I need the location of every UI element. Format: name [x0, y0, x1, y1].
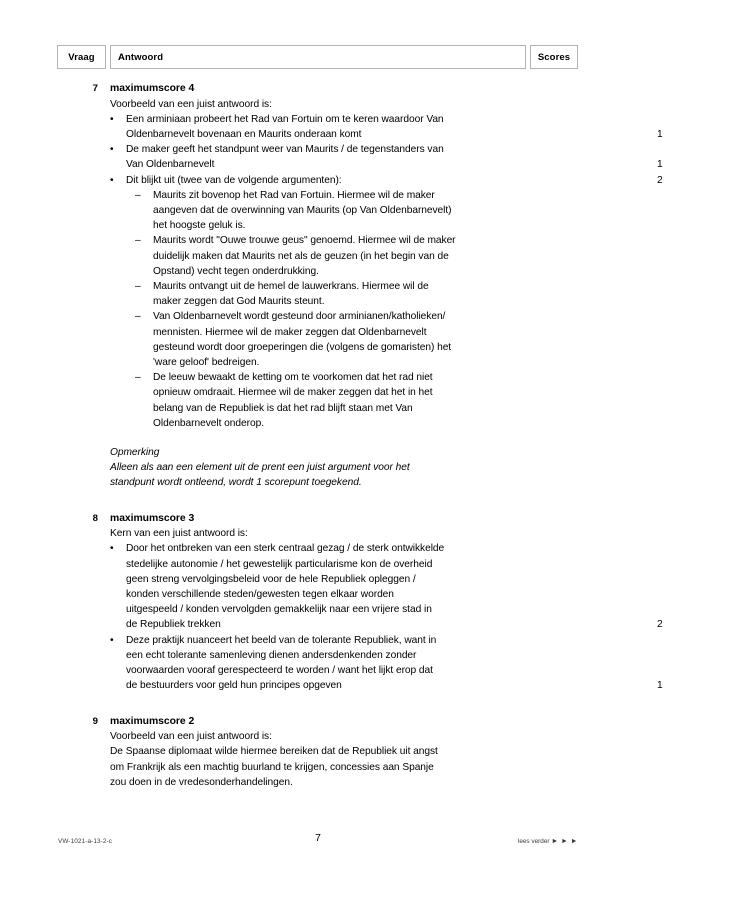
- question-lead-text: Voorbeeld van een juist antwoord is:: [110, 731, 272, 743]
- score-number: 2: [657, 619, 663, 631]
- text-line: de Republiek trekken: [126, 619, 221, 631]
- footer-page-number: 7: [315, 833, 321, 844]
- answer-bullet: [110, 173, 663, 188]
- text-line: Oldenbarnevelt bovenaan en Maurits onderaan komt: [126, 129, 362, 140]
- question-number: 9: [92, 715, 98, 727]
- text-line: Deze praktijk nuanceert het beeld van de tolerante Republiek, want in: [126, 634, 437, 646]
- text-line: Maurits wordt "Ouwe trouwe geus" genoemd. Hiermee wil de maker: [153, 235, 456, 247]
- triangle-right-icon: ► ► ►: [551, 838, 578, 845]
- remark-block: [110, 445, 538, 491]
- text-line: opnieuw omdraait. Hiermee wil de maker zeggen dat het in het: [153, 387, 433, 399]
- answer-paragraph: [110, 744, 538, 790]
- score-number: 1: [657, 159, 663, 171]
- text-line: uitgespeeld / konden vervolgden gemakkelijk naar een vrijere stad in: [126, 604, 432, 616]
- bullet-marker-icon: •: [110, 113, 114, 125]
- vertical-spacer: [0, 491, 636, 512]
- text-line: Maurits zit bovenop het Rad van Fortuin. Hiermee wil de maker: [153, 189, 435, 201]
- footer-continue-label: lees verder: [517, 838, 550, 845]
- text-line: aangeven dat de overwinning van Maurits (op Van Oldenbarnevelt): [153, 205, 452, 217]
- text-line: Alleen als aan een element uit de prent een juist argument voor het: [110, 462, 410, 474]
- text-line: standpunt wordt ontleend, wordt 1 scorepunt toegekend.: [110, 477, 362, 489]
- score-number: 1: [657, 128, 663, 140]
- answer-bullet: [110, 112, 663, 142]
- answer-bullet: [110, 142, 663, 172]
- text-line: het hoogste geluk is.: [153, 220, 246, 232]
- question-block-8: [0, 512, 663, 694]
- score-number: 2: [657, 174, 663, 186]
- text-line: om Frankrijk als een machtig buurland te krijgen, concessies aan Spanje: [110, 761, 434, 773]
- answer-subbullet: [135, 233, 533, 279]
- question-number: 8: [92, 512, 98, 524]
- answer-table-header: [57, 45, 578, 69]
- vertical-spacer: [0, 431, 636, 445]
- page-footer: [0, 833, 636, 852]
- text-line: gesteund wordt door groeperingen die (volgens de gomaristen) het: [153, 341, 452, 353]
- text-line: Van Oldenbarnevelt wordt gesteund door arminianen/katholieken/: [153, 311, 446, 323]
- column-header-scores: [530, 45, 578, 69]
- text-line: stedelijke autonomie / het gewestelijk particularisme kon de overheid: [126, 558, 433, 570]
- vertical-spacer: [0, 694, 636, 715]
- footer-exam-code: VW-1021-a-13-2-c: [58, 838, 113, 845]
- question-number: 7: [92, 83, 98, 94]
- text-line: Opstand) vecht tegen onderdrukking.: [153, 265, 319, 277]
- answer-bullet: [110, 633, 663, 694]
- text-line: Door het ontbreken van een sterk centraal gezag / de sterk ontwikkelde: [126, 543, 445, 555]
- question-max-score-heading: maximumscore 3: [110, 512, 195, 524]
- question-lead-text: Kern van een juist antwoord is:: [110, 528, 248, 540]
- question-max-score-heading: maximumscore 4: [110, 83, 195, 94]
- answer-model-body: [0, 82, 663, 790]
- question-block-7: [0, 82, 663, 491]
- score-number: 1: [657, 680, 663, 692]
- text-line: De Spaanse diplomaat wilde hiermee bereiken dat de Republiek uit angst: [110, 746, 438, 758]
- text-line: Een arminiaan probeert het Rad van Fortuin om te keren waardoor Van: [126, 113, 444, 125]
- text-line: geen streng vervolgingsbeleid voor de hele Republiek opleggen /: [126, 573, 416, 585]
- dash-marker-icon: –: [135, 372, 141, 384]
- column-header-vraag-label: Vraag: [68, 51, 95, 63]
- bullet-marker-icon: •: [110, 543, 114, 555]
- text-line: mennisten. Hiermee wil de maker zeggen dat Oldenbarnevelt: [153, 326, 427, 338]
- text-line: duidelijk maken dat Maurits net als de geuzen (in het begin van de: [153, 250, 449, 262]
- question-max-score-heading: maximumscore 2: [110, 715, 195, 727]
- answer-bullet: [110, 541, 663, 632]
- text-line: De maker geeft het standpunt weer van Maurits / de tegenstanders van: [126, 144, 444, 156]
- text-line: Oldenbarnevelt onderop.: [153, 417, 264, 429]
- answer-subbullet: [135, 279, 533, 309]
- column-header-antwoord: [110, 45, 526, 69]
- question-heading-row: [0, 82, 636, 97]
- question-block-9: [0, 715, 636, 790]
- text-line: de bestuurders voor geld hun principes opgeven: [126, 680, 342, 692]
- column-header-vraag: [57, 45, 106, 69]
- footer-continue-notice: [518, 838, 578, 845]
- bullet-marker-icon: •: [110, 174, 114, 186]
- question-heading-row: [0, 512, 636, 527]
- text-line: De leeuw bewaakt de ketting om te voorkomen dat het rad niet: [153, 372, 433, 384]
- text-line: belang van de Republiek is dat het rad blijft staan met Van: [153, 402, 413, 414]
- question-lead-text: Voorbeeld van een juist antwoord is:: [110, 98, 272, 110]
- question-heading-row: [0, 715, 636, 730]
- column-header-antwoord-label: Antwoord: [118, 51, 164, 63]
- bullet-marker-icon: •: [110, 144, 114, 156]
- bullet-marker-icon: •: [110, 634, 114, 646]
- dash-marker-icon: –: [135, 311, 141, 323]
- text-line: Maurits ontvangt uit de hemel de lauwerkrans. Hiermee wil de: [153, 281, 429, 293]
- dash-marker-icon: –: [135, 189, 141, 201]
- text-line: Dit blijkt uit (twee van de volgende argumenten):: [126, 174, 342, 186]
- text-line: Van Oldenbarnevelt: [126, 159, 215, 171]
- text-line: zou doen in de vredesonderhandelingen.: [110, 776, 293, 788]
- text-line: een echt tolerante samenleving dienen andersdenkenden zonder: [126, 649, 417, 661]
- text-line: 'ware geloof' bedreigen.: [153, 357, 260, 369]
- text-line: voorwaarden vooraf gerespecteerd te worden / want het lijkt erop dat: [126, 665, 433, 677]
- remark-title: Opmerking: [110, 447, 160, 459]
- dash-marker-icon: –: [135, 281, 141, 293]
- answer-subbullet: [135, 309, 533, 370]
- column-header-scores-label: Scores: [537, 51, 571, 63]
- text-line: konden verschillende steden/gewesten tegen elkaar worden: [126, 589, 394, 601]
- dash-marker-icon: –: [135, 235, 141, 247]
- answer-subbullet: [135, 370, 533, 431]
- text-line: maker zeggen dat God Maurits steunt.: [153, 296, 325, 308]
- answer-subbullet: [135, 188, 533, 234]
